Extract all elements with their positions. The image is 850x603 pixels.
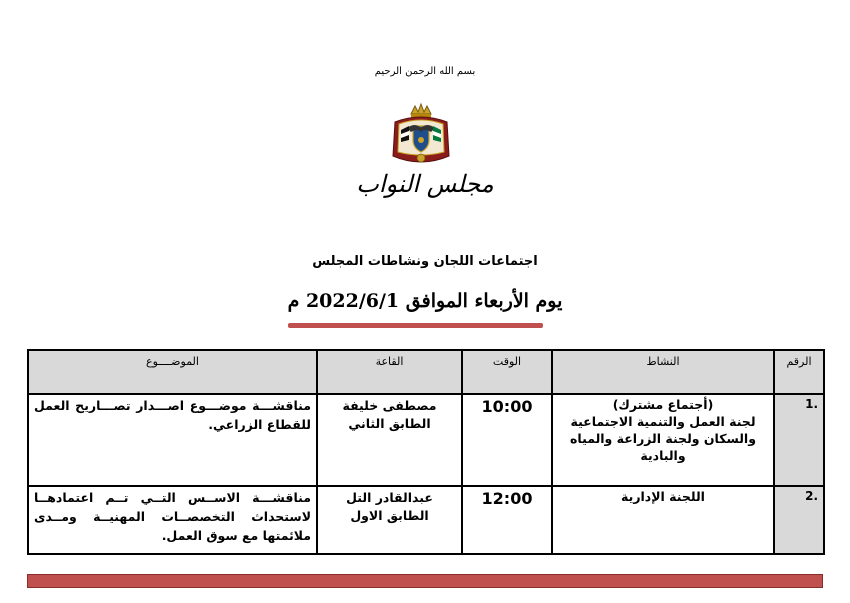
row-hall [317,394,462,486]
row-activity [552,394,774,486]
row-topic: مناقشـــة الاســس التــي تــم اعتمادهــا لاستحداث التخصصــات المهنيــة ومــدى ملائمتها مع سوق العمل. [28,486,317,554]
activity-line: اللجنة الإدارية [621,489,705,504]
header-number: الرقم [774,350,824,394]
activity-line: والسكان ولجنة الزراعة والمياه [570,430,756,446]
page-title: اجتماعات اللجان ونشاطات المجلس [312,254,538,269]
date-line: يوم الأربعاء الموافق 2022/6/1 م [287,290,563,312]
activity-line: والبادية [640,447,686,463]
row-time: 12:00 [462,486,552,554]
table-row [28,486,824,554]
footer-bar [27,574,823,588]
row-hall [317,486,462,554]
hall-name: مصطفى خليفة [342,398,437,413]
institution-name: مجلس النواب [356,170,494,198]
header-hall: القاعة [317,350,462,394]
hall-floor: الطابق الاول [350,508,429,524]
table-row [28,394,824,486]
row-number: .1 [774,394,824,486]
basmala-text: بسم الله الرحمن الرحيم [374,66,476,77]
activity-line: لجنة العمل والتنمية الاجتماعية [570,413,756,429]
header-activity: النشاط [552,350,774,394]
jordan-coat-of-arms-icon [385,100,457,172]
hall-name: عبدالقادر التل [346,490,433,505]
activity-line: (أجتماع مشترك) [612,397,714,412]
table-header-row [28,350,824,394]
date-underline [288,323,543,328]
row-activity [552,486,774,554]
hall-floor: الطابق الثاني [348,416,431,432]
row-number: .2 [774,486,824,554]
row-time: 10:00 [462,394,552,486]
header-time: الوقت [462,350,552,394]
header-topic: الموضــــوع [28,350,317,394]
row-topic: مناقشـــة موضـــوع اصـــدار تصـــاريح العمل للقطاع الزراعي. [28,394,317,486]
schedule-table [27,349,825,555]
